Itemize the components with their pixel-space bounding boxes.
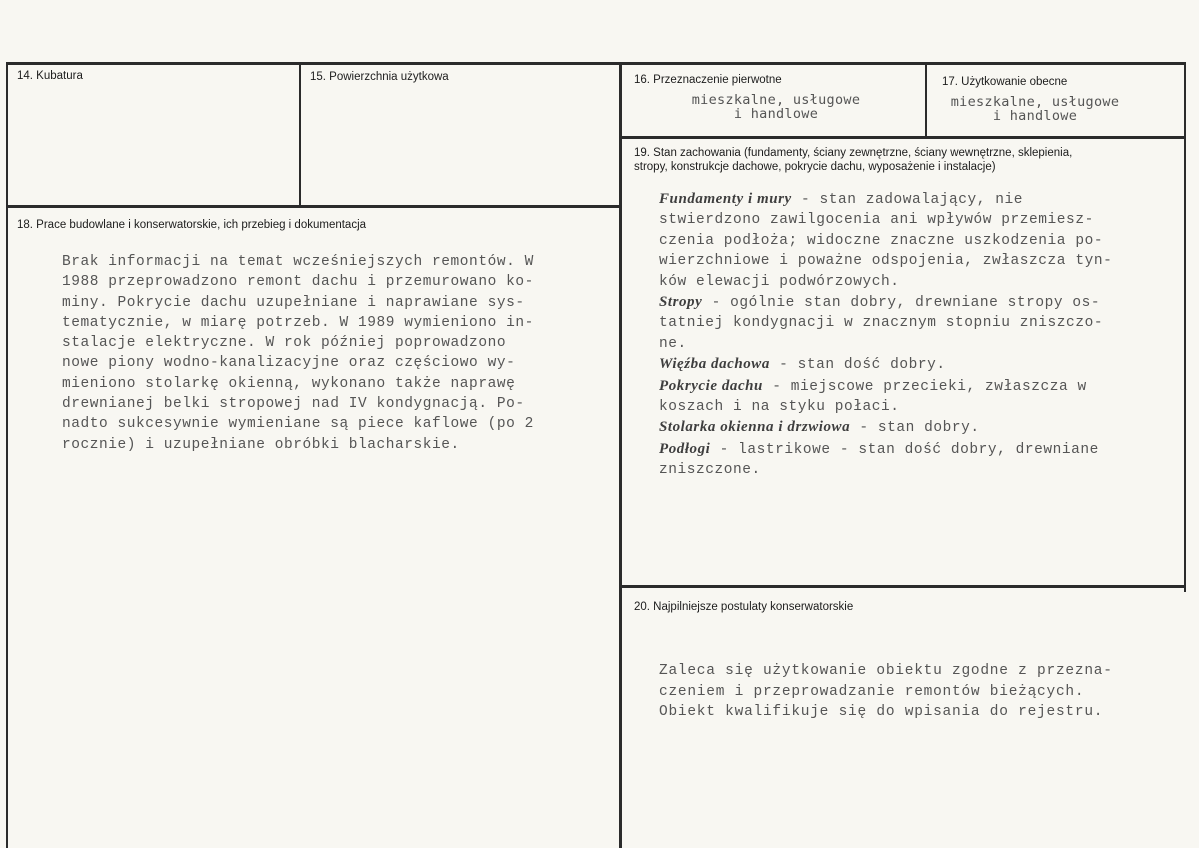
uzytkowanie-value	[930, 95, 1140, 123]
rule-above-20	[621, 585, 1186, 588]
uzytkowanie-value-line: i handlowe	[992, 108, 1078, 124]
prace-text-line: nowe piony wodno-kanalizacyjne oraz częściowo wy-	[62, 355, 516, 372]
stan-line	[659, 439, 1112, 460]
stan-line-head: Pokrycie dachu	[659, 377, 763, 394]
przeznaczenie-label: 16. Przeznaczenie pierwotne	[634, 74, 782, 86]
stan-line	[659, 313, 1112, 333]
stan-line	[659, 460, 1112, 480]
right-rule-top	[1184, 62, 1186, 592]
top-rule	[6, 62, 1186, 65]
stan-line-text: - stan dość dobry.	[769, 357, 946, 374]
rule-under-16-17	[621, 136, 1186, 139]
prace-text-line: miny. Pokrycie dachu uzupełniane i naprawiane sys-	[62, 294, 525, 311]
stan-line-text: - stan dobry.	[850, 420, 980, 437]
rule-under-14-15	[6, 205, 622, 208]
kubatura-label: 14. Kubatura	[17, 70, 83, 82]
prace-text-line: mieniono stolarkę okienną, wykonano także naprawę	[62, 375, 516, 392]
stan-line	[659, 210, 1112, 230]
stan-line	[659, 231, 1112, 251]
stan-line	[659, 354, 1112, 375]
stan-line-text: zniszczone.	[659, 462, 761, 479]
postulaty-text-line: czeniem i przeprowadzanie remontów bieżących.	[659, 683, 1085, 700]
stan-line-head: Fundamenty i mury	[659, 191, 792, 207]
prace-label: 18. Prace budowlane i konserwatorskie, ich przebieg i dokumentacja	[17, 219, 367, 231]
stan-line	[659, 251, 1112, 271]
stan-line-head: Podłogi	[659, 440, 711, 457]
stan-line-text: - lastrikowe - stan dość dobry, drewniane	[710, 441, 1099, 458]
stan-zachowania-label-line: 19. Stan zachowania (fundamenty, ściany zewnętrzne, ściany wewnętrzne, sklepienia,	[634, 147, 1073, 159]
divider-14-15	[299, 62, 301, 206]
divider-16-17	[925, 62, 927, 138]
stan-line-text: ne.	[659, 335, 687, 352]
stan-zachowania-label-line: stropy, konstrukcje dachowe, pokrycie dachu, wyposażenie i instalacje)	[634, 161, 996, 173]
stan-line-text: - stan zadowalający, nie	[791, 192, 1024, 208]
stan-line-text: tatniej kondygnacji w znacznym stopniu zniszczo-	[659, 315, 1104, 332]
stan-line-head: Stolarka okienna i drzwiowa	[659, 419, 851, 436]
uzytkowanie-label: 17. Użytkowanie obecne	[942, 76, 1068, 88]
prace-text-line: Brak informacji na temat wcześniejszych remontów. W	[62, 254, 534, 270]
postulaty-label: 20. Najpilniejsze postulaty konserwatorskie	[634, 601, 854, 613]
stan-line	[659, 292, 1112, 313]
przeznaczenie-value	[640, 93, 912, 121]
divider-15-16	[619, 62, 622, 848]
przeznaczenie-value-line: mieszkalne, usługowe	[691, 92, 861, 108]
stan-line-text: ków elewacji podwórzowych.	[659, 273, 900, 290]
stan-line-text: czenia podłoża; widoczne znaczne uszkodzenia po-	[659, 232, 1104, 249]
stan-line	[659, 397, 1112, 417]
postulaty-text-line: Obiekt kwalifikuje się do wpisania do rejestru.	[659, 704, 1104, 720]
stan-line-head: Stropy	[659, 294, 703, 311]
prace-text-line: nadto sukcesywnie wymieniane są piece kaflowe (po 2	[62, 416, 534, 433]
stan-line-text: koszach i na styku połaci.	[659, 399, 900, 416]
postulaty-text-line: Zaleca się użytkowanie obiektu zgodne z przezna-	[659, 663, 1113, 679]
stan-line-text: - ogólnie stan dobry, drewniane stropy os-	[702, 295, 1101, 312]
prace-text	[62, 252, 534, 455]
stan-line	[659, 334, 1112, 354]
prace-text-line: stalacje elektryczne. W rok później poprowadzono	[62, 335, 507, 352]
postulaty-text	[659, 661, 1113, 723]
prace-text-line: 1988 przeprowadzono remont dachu i przemurowano ko-	[62, 274, 534, 291]
prace-text-line: drewnianej belki stropowej nad IV kondygnacją. Po-	[62, 396, 525, 413]
stan-zachowania-text	[659, 189, 1112, 481]
stan-line	[659, 417, 1112, 438]
powierzchnia-label: 15. Powierzchnia użytkowa	[310, 71, 449, 83]
left-rule	[6, 62, 8, 848]
stan-zachowania-label	[634, 146, 1072, 174]
przeznaczenie-value-line: i handlowe	[733, 106, 819, 122]
stan-line-head: Więźba dachowa	[659, 356, 770, 373]
uzytkowanie-value-line: mieszkalne, usługowe	[950, 94, 1120, 110]
stan-line-text: - miejscowe przecieki, zwłaszcza w	[762, 378, 1087, 395]
stan-line-text: wierzchniowe i poważne odspojenia, zwłaszcza tyn-	[659, 253, 1113, 270]
prace-text-line: tematycznie, w miarę potrzeb. W 1989 wymieniono in-	[62, 314, 534, 331]
stan-line	[659, 376, 1112, 397]
stan-line	[659, 272, 1112, 292]
prace-text-line: rocznie) i uzupełniane obróbki blacharskie.	[62, 436, 460, 453]
stan-line-text: stwierdzono zawilgocenia ani wpływów przemiesz-	[659, 212, 1094, 229]
stan-line	[659, 189, 1112, 210]
